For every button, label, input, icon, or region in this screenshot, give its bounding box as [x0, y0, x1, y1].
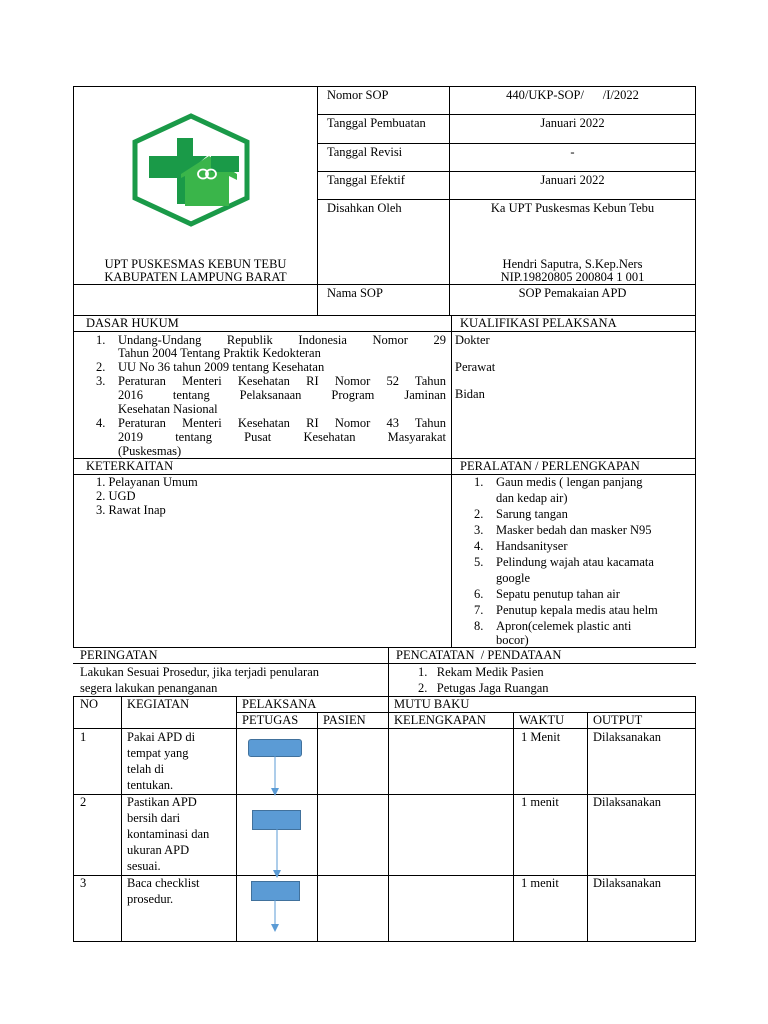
peralatan-number: 7.	[474, 603, 484, 617]
dasar-hukum-text: UU No 36 tahun 2009 tentang Kesehatan	[118, 360, 325, 374]
value-nama-sop: SOP Pemakaian APD	[518, 286, 627, 300]
peralatan-text: Handsanityser	[496, 539, 568, 553]
dasar-hukum-text: Kesehatan Nasional	[118, 402, 218, 416]
kualifikasi-title: KUALIFIKASI PELAKSANA	[460, 316, 617, 330]
peringatan-text-2: segera lakukan penanganan	[80, 681, 218, 695]
dasar-hukum-text: Peraturan Menteri Kesehatan RI Nomor 52 Tahun	[118, 374, 446, 388]
peralatan-text: Sarung tangan	[496, 507, 568, 521]
row-waktu: 1 Menit	[521, 730, 561, 744]
peralatan-text: google	[496, 571, 531, 585]
peralatan-title: PERALATAN / PERLENGKAPAN	[460, 459, 640, 473]
row-kegiatan: tentukan.	[127, 778, 174, 792]
dasar-hukum-text: 2016 tentang Pelaksanaan Program Jaminan	[118, 388, 446, 402]
peralatan-text: bocor)	[496, 633, 529, 647]
row-no: 2	[80, 795, 87, 809]
keterkaitan-item: 3. Rawat Inap	[96, 503, 166, 517]
signatory-name: Hendri Saputra, S.Kep.Ners	[502, 257, 643, 271]
dasar-hukum-number: 4.	[96, 416, 106, 430]
pencatatan-item: 2. Petugas Jaga Ruangan	[418, 681, 549, 695]
row-output: Dilaksanakan	[593, 795, 662, 809]
peringatan-text-1: Lakukan Sesuai Prosedur, jika terjadi penularan	[80, 665, 320, 679]
label-tanggal-pembuatan: Tanggal Pembuatan	[327, 116, 426, 130]
header-petugas: PETUGAS	[242, 713, 299, 727]
row-kegiatan: sesuai.	[127, 859, 161, 873]
header-kelengkapan: KELENGKAPAN	[394, 713, 486, 727]
row-kegiatan: telah di	[127, 762, 165, 776]
value-tanggal-pembuatan: Januari 2022	[540, 116, 605, 130]
label-nomor-sop: Nomor SOP	[327, 88, 389, 102]
header-waktu: WAKTU	[519, 713, 565, 727]
row-kegiatan: ukuran APD	[127, 843, 190, 857]
value-disahkan-oleh: Ka UPT Puskesmas Kebun Tebu	[490, 201, 655, 215]
label-tanggal-efektif: Tanggal Efektif	[327, 173, 405, 187]
header-pasien: PASIEN	[323, 713, 366, 727]
row-no: 3	[80, 876, 87, 890]
dasar-hukum-number: 2.	[96, 360, 106, 374]
row-kegiatan: bersih dari	[127, 811, 181, 825]
dasar-hukum-text: Tahun 2004 Tentang Praktik Kedokteran	[118, 346, 321, 360]
peralatan-number: 4.	[474, 539, 484, 553]
pencatatan-item: 1. Rekam Medik Pasien	[418, 665, 544, 679]
peralatan-number: 2.	[474, 507, 484, 521]
puskesmas-logo	[129, 112, 253, 228]
peralatan-text: Apron(celemek plastic anti	[496, 619, 632, 633]
header-pelaksana: PELAKSANA	[242, 697, 317, 711]
row-kegiatan: Pakai APD di	[127, 730, 196, 744]
kualifikasi-item: Bidan	[455, 387, 485, 401]
header-kegiatan: KEGIATAN	[127, 697, 190, 711]
row-kegiatan: prosedur.	[127, 892, 174, 906]
peralatan-number: 3.	[474, 523, 484, 537]
org-name-line-1: UPT PUSKESMAS KEBUN TEBU	[104, 257, 287, 271]
flow-connectors	[236, 728, 316, 942]
label-nama-sop: Nama SOP	[327, 286, 383, 300]
header-no: NO	[80, 697, 99, 711]
dasar-hukum-text: 2019 tentang Pusat Kesehatan Masyarakat	[118, 430, 446, 444]
value-nomor-sop: 440/UKP-SOP/ /I/2022	[506, 88, 639, 102]
keterkaitan-title: KETERKAITAN	[86, 459, 174, 473]
label-tanggal-revisi: Tanggal Revisi	[327, 145, 403, 159]
value-tanggal-efektif: Januari 2022	[540, 173, 605, 187]
peralatan-number: 6.	[474, 587, 484, 601]
peralatan-text: Masker bedah dan masker N95	[496, 523, 652, 537]
dasar-hukum-number: 3.	[96, 374, 106, 388]
row-kegiatan: tempat yang	[127, 746, 189, 760]
dasar-hukum-text: (Puskesmas)	[118, 444, 182, 458]
pencatatan-title: PENCATATAN / PENDATAAN	[396, 648, 562, 662]
peralatan-text: Gaun medis ( lengan panjang	[496, 475, 643, 489]
peralatan-text: Sepatu penutup tahan air	[496, 587, 620, 601]
peralatan-number: 5.	[474, 555, 484, 569]
row-output: Dilaksanakan	[593, 876, 662, 890]
org-name-line-2: KABUPATEN LAMPUNG BARAT	[104, 270, 287, 284]
peralatan-number: 8.	[474, 619, 484, 633]
header-mutu-baku: MUTU BAKU	[394, 697, 470, 711]
row-output: Dilaksanakan	[593, 730, 662, 744]
kualifikasi-item: Dokter	[455, 333, 490, 347]
dasar-hukum-number: 1.	[96, 333, 106, 347]
dasar-hukum-text: Peraturan Menteri Kesehatan RI Nomor 43 Tahun	[118, 416, 446, 430]
peralatan-text: dan kedap air)	[496, 491, 568, 505]
row-kegiatan: Baca checklist	[127, 876, 200, 890]
peralatan-text: Pelindung wajah atau kacamata	[496, 555, 654, 569]
logo-house-roof	[211, 156, 239, 172]
value-tanggal-revisi: -	[570, 145, 575, 159]
keterkaitan-item: 2. UGD	[96, 489, 136, 503]
peralatan-number: 1.	[474, 475, 484, 489]
kualifikasi-item: Perawat	[455, 360, 496, 374]
signatory-nip: NIP.19820805 200804 1 001	[500, 270, 645, 284]
peringatan-title: PERINGATAN	[80, 648, 158, 662]
keterkaitan-item: 1. Pelayanan Umum	[96, 475, 198, 489]
row-no: 1	[80, 730, 87, 744]
dasar-hukum-text: Undang-Undang Republik Indonesia Nomor 29	[118, 333, 446, 347]
header-output: OUTPUT	[593, 713, 643, 727]
label-disahkan-oleh: Disahkan Oleh	[327, 201, 402, 215]
row-kegiatan: kontaminasi dan	[127, 827, 210, 841]
row-kegiatan: Pastikan APD	[127, 795, 197, 809]
peralatan-text: Penutup kepala medis atau helm	[496, 603, 658, 617]
row-waktu: 1 menit	[521, 876, 559, 890]
dasar-hukum-title: DASAR HUKUM	[86, 316, 179, 330]
row-waktu: 1 menit	[521, 795, 559, 809]
